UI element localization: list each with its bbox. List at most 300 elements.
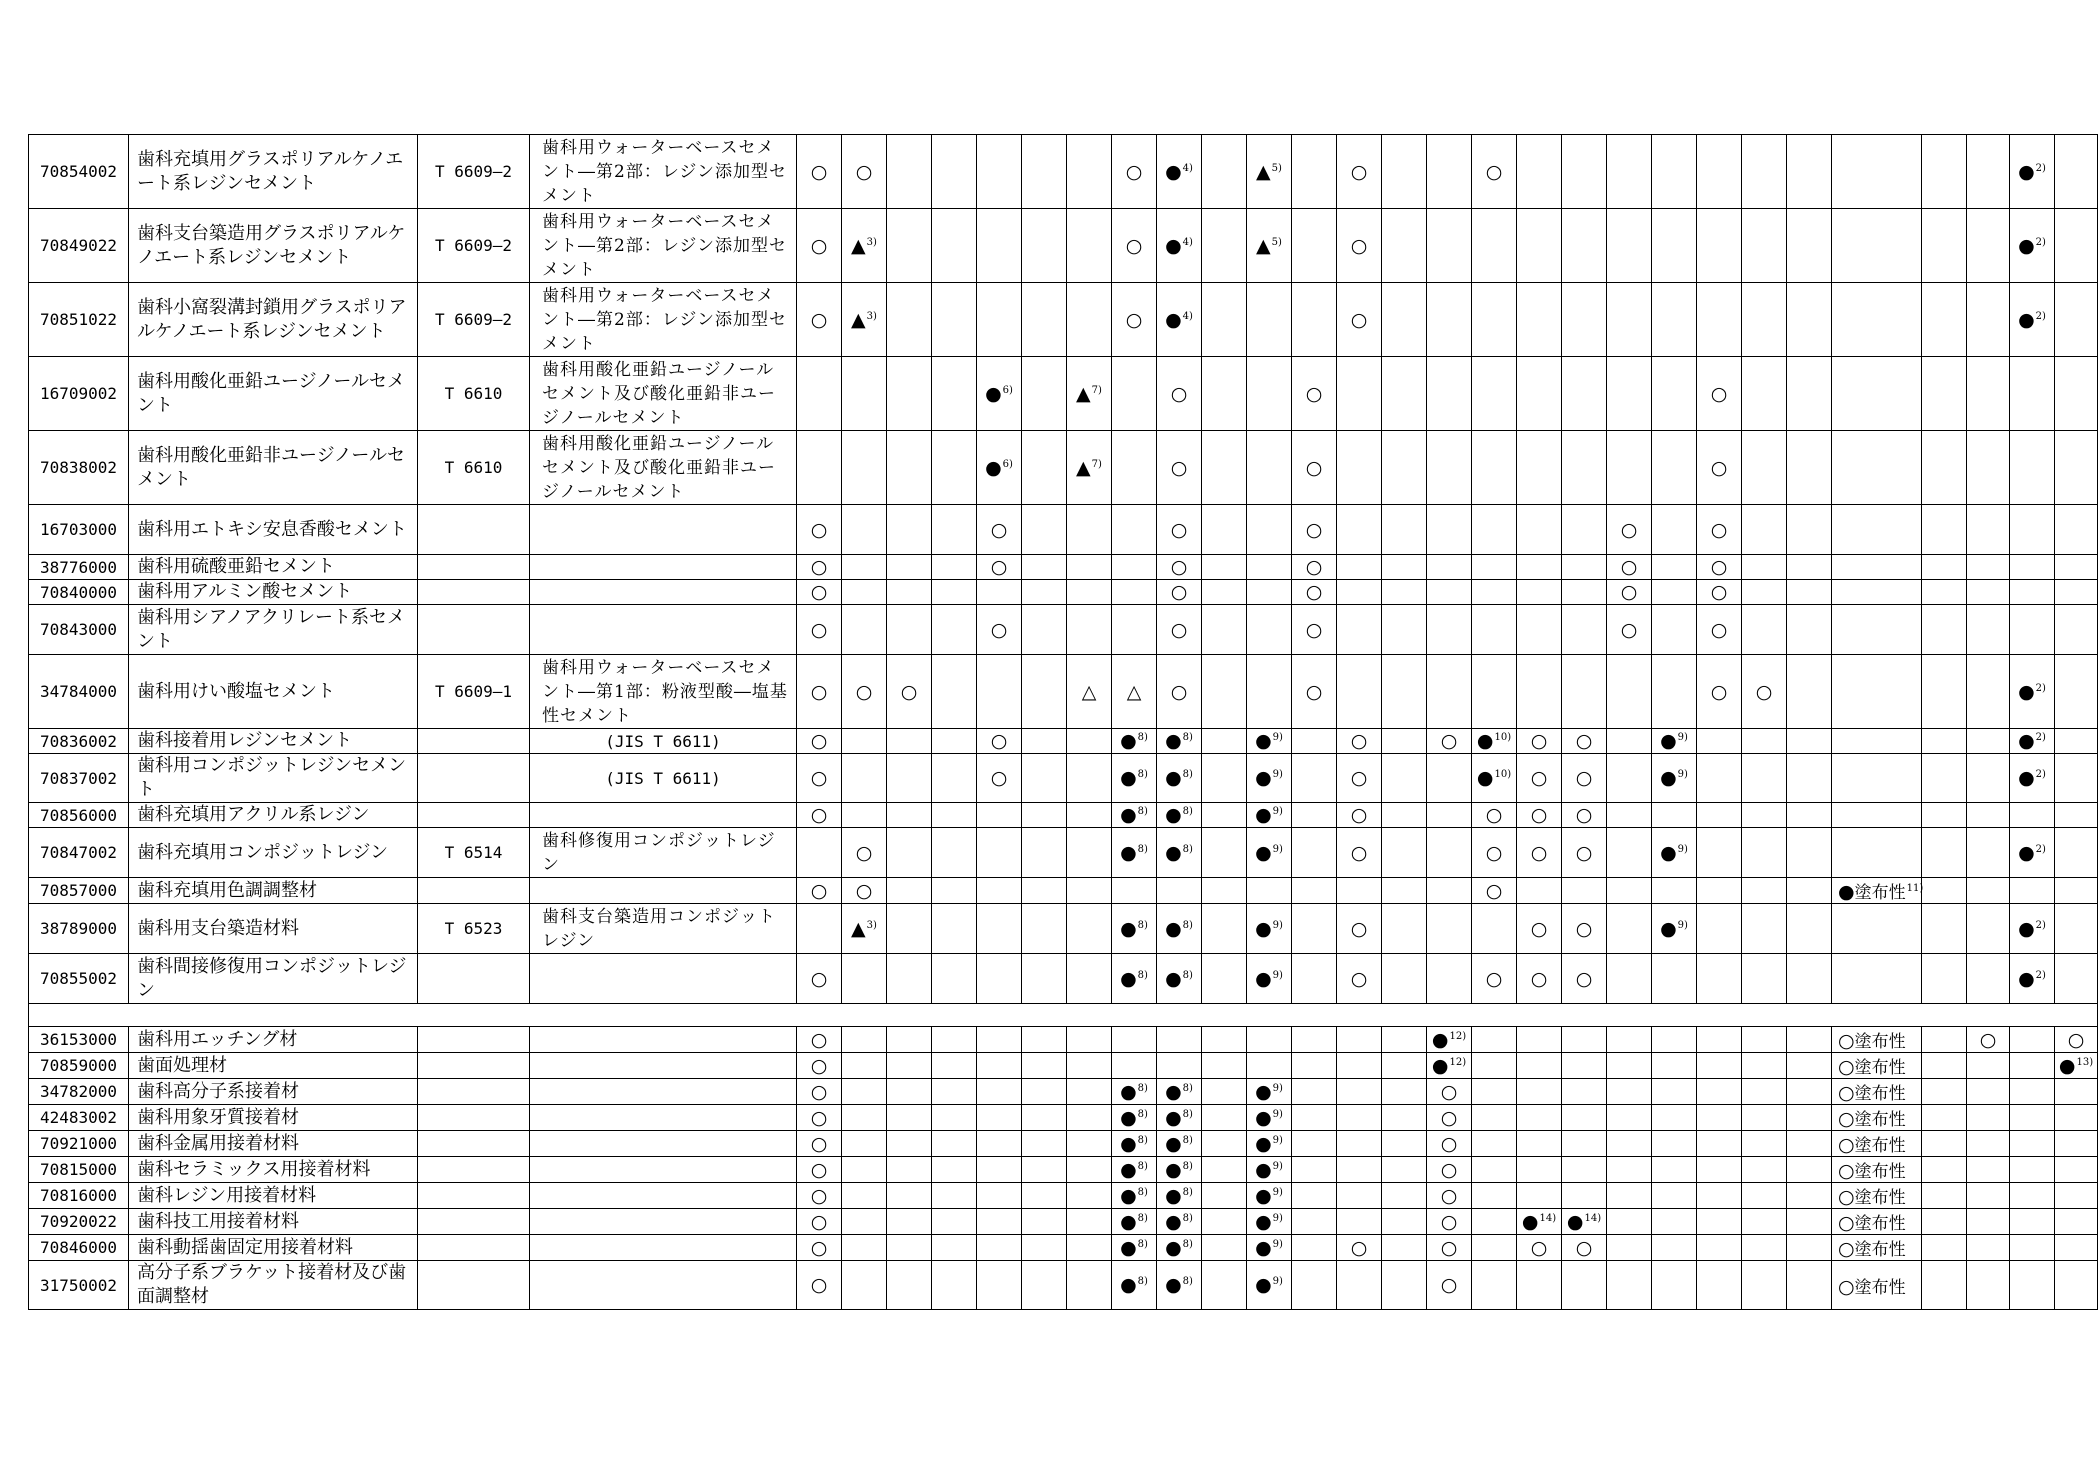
mark-cell — [977, 283, 1022, 357]
footnote-ref: 8) — [1182, 1160, 1193, 1172]
jis-number-cell — [418, 1209, 530, 1235]
mark-cell — [887, 1079, 932, 1105]
product-name-cell: 歯科用支台築造材料 — [129, 904, 418, 954]
mark-cell — [1292, 555, 1337, 580]
mark-cell — [887, 1183, 932, 1209]
mark-symbol: ● — [1476, 767, 1494, 789]
table-row — [29, 1027, 2098, 1053]
mark-cell — [1787, 580, 1832, 605]
product-code-cell: 70859000 — [29, 1053, 129, 1079]
mark-cell — [1517, 431, 1562, 505]
mark-cell — [977, 209, 1022, 283]
mark-symbol: ● — [1165, 234, 1182, 257]
mark-cell — [887, 431, 932, 505]
mark-cell — [1652, 1209, 1697, 1235]
mark-symbol: ● — [1165, 1236, 1182, 1259]
mark-cell — [1517, 1027, 1562, 1053]
mark-cell — [1652, 283, 1697, 357]
mark-cell — [932, 357, 977, 431]
footnote-ref: 8) — [1137, 1238, 1148, 1250]
mark-cell — [1112, 431, 1157, 505]
footnote-ref: 9) — [1272, 806, 1283, 817]
mark-cell — [1697, 283, 1742, 357]
mark-cell — [1382, 1079, 1427, 1105]
mark-cell — [1697, 754, 1742, 803]
mark-cell — [1382, 803, 1427, 828]
mark-cell — [1832, 357, 1922, 431]
mark-cell — [977, 954, 1022, 1004]
mark-cell — [1832, 1079, 1922, 1105]
mark-cell — [1202, 878, 1247, 904]
jis-number-cell — [418, 1235, 530, 1261]
mark-symbol: ● — [1566, 1210, 1584, 1233]
jis-number-cell — [418, 1079, 530, 1105]
mark-cell — [1922, 605, 1967, 655]
mark-symbol: ● — [2018, 967, 2035, 990]
mark-cell — [1247, 1157, 1292, 1183]
mark-cell — [1472, 209, 1517, 283]
mark-cell — [1832, 1261, 1922, 1310]
mark-symbol: ▲ — [1076, 382, 1091, 405]
mark-cell — [1517, 555, 1562, 580]
mark-symbol: ○ — [1710, 456, 1728, 479]
mark-cell — [1337, 1157, 1382, 1183]
mark-cell — [2010, 954, 2055, 1004]
mark-cell — [1832, 878, 1922, 904]
mark-cell — [932, 605, 977, 655]
mark-symbol: ○ — [810, 767, 828, 789]
mark-cell — [1562, 954, 1607, 1004]
product-name-cell: 歯科用酸化亜鉛ユージノールセメント — [129, 357, 418, 431]
mark-cell — [1697, 1131, 1742, 1157]
mark-cell — [1427, 1079, 1472, 1105]
footnote-ref: 8) — [1182, 843, 1193, 855]
mark-cell — [1607, 904, 1652, 954]
spacer-cell — [29, 1004, 2098, 1027]
mark-cell — [1607, 580, 1652, 605]
mark-cell — [1112, 878, 1157, 904]
mark-cell — [1382, 1209, 1427, 1235]
footnote-ref: 3) — [866, 236, 877, 248]
mark-cell — [977, 431, 1022, 505]
mark-cell — [977, 1027, 1022, 1053]
standard-title-cell: (JIS T 6611) — [530, 754, 797, 803]
table-row — [29, 954, 2098, 1004]
mark-cell — [1337, 1261, 1382, 1310]
mark-cell — [1832, 1105, 1922, 1131]
mark-cell — [2010, 1105, 2055, 1131]
mark-cell — [1112, 754, 1157, 803]
mark-symbol: ○ — [1485, 967, 1503, 990]
mark-symbol: ○ — [1838, 1212, 1855, 1234]
mark-cell — [1022, 1079, 1067, 1105]
mark-cell — [1337, 904, 1382, 954]
mark-symbol: ● — [1165, 1158, 1182, 1181]
mark-cell — [1652, 505, 1697, 555]
mark-cell — [1292, 655, 1337, 729]
mark-cell — [1922, 754, 1967, 803]
mark-cell — [1337, 1235, 1382, 1261]
mark-cell — [1967, 904, 2010, 954]
mark-cell — [1607, 283, 1652, 357]
mark-cell — [1967, 555, 2010, 580]
mark-cell — [1157, 1183, 1202, 1209]
mark-cell — [797, 1183, 842, 1209]
mark-cell — [1157, 655, 1202, 729]
mark-cell — [797, 1157, 842, 1183]
mark-cell — [1247, 655, 1292, 729]
mark-cell — [2055, 904, 2098, 954]
mark-symbol: ○ — [810, 1080, 828, 1103]
mark-cell — [977, 580, 1022, 605]
standard-title-cell — [530, 580, 797, 605]
mark-cell — [1292, 505, 1337, 555]
mark-cell — [1922, 431, 1967, 505]
mark-cell — [1337, 1131, 1382, 1157]
mark-cell — [1067, 1209, 1112, 1235]
mark-cell — [1202, 828, 1247, 878]
mark-cell — [842, 209, 887, 283]
jis-number-cell — [418, 580, 530, 605]
mark-cell — [1517, 1105, 1562, 1131]
mark-symbol: ● — [1431, 1028, 1449, 1051]
mark-cell — [1202, 605, 1247, 655]
mark-cell — [1157, 1131, 1202, 1157]
mark-cell — [1832, 729, 1922, 754]
mark-symbol: ○ — [1620, 518, 1638, 541]
mark-cell — [2010, 1053, 2055, 1079]
mark-symbol: ○ — [1620, 556, 1638, 578]
mark-symbol: ○ — [1710, 618, 1728, 641]
table-row — [29, 283, 2098, 357]
standard-title-cell — [530, 803, 797, 828]
mark-cell — [1562, 135, 1607, 209]
mark-cell — [2010, 283, 2055, 357]
mark-symbol: ○ — [855, 841, 873, 864]
mark-cell — [887, 505, 932, 555]
mark-cell — [1067, 655, 1112, 729]
mark-cell — [2055, 1261, 2098, 1310]
mark-cell — [1787, 283, 1832, 357]
table-row — [29, 580, 2098, 605]
mark-symbol: ○ — [810, 1054, 828, 1077]
mark-cell — [1607, 1105, 1652, 1131]
mark-symbol: ○ — [1838, 1275, 1855, 1298]
mark-cell — [2010, 828, 2055, 878]
mark-cell — [1157, 505, 1202, 555]
mark-cell — [1652, 904, 1697, 954]
mark-cell — [1202, 1235, 1247, 1261]
mark-cell — [1022, 1027, 1067, 1053]
mark-cell — [1247, 1027, 1292, 1053]
product-code-cell: 38789000 — [29, 904, 129, 954]
mark-symbol: ○ — [1710, 382, 1728, 405]
mark-cell — [2055, 1209, 2098, 1235]
mark-cell — [1067, 209, 1112, 283]
mark-symbol: ● — [1120, 1274, 1137, 1296]
mark-cell — [1697, 605, 1742, 655]
product-code-cell: 36153000 — [29, 1027, 129, 1053]
mark-cell — [1607, 954, 1652, 1004]
mark-cell — [1202, 357, 1247, 431]
mark-symbol: ● — [2018, 841, 2035, 864]
mark-cell — [1787, 655, 1832, 729]
standard-title-cell — [530, 878, 797, 904]
mark-cell — [932, 555, 977, 580]
mark-cell — [1292, 828, 1337, 878]
product-code-cell: 70921000 — [29, 1131, 129, 1157]
mark-cell — [1247, 1235, 1292, 1261]
mark-symbol: ● — [1255, 1274, 1272, 1296]
mark-cell — [1292, 878, 1337, 904]
mark-cell — [1562, 754, 1607, 803]
mark-cell — [1517, 283, 1562, 357]
mark-cell — [2055, 1131, 2098, 1157]
table-row — [29, 1261, 2098, 1310]
mark-cell — [1967, 1209, 2010, 1235]
standard-title-cell — [530, 1027, 797, 1053]
mark-cell — [797, 1261, 842, 1310]
mark-symbol: ○ — [1838, 1160, 1855, 1182]
mark-cell — [1427, 1183, 1472, 1209]
footnote-ref: 6) — [1002, 384, 1013, 396]
mark-cell — [1292, 1209, 1337, 1235]
mark-symbol: ○ — [810, 1028, 828, 1051]
mark-cell — [1022, 283, 1067, 357]
product-name-cell: 歯科充填用色調調整材 — [129, 878, 418, 904]
mark-cell — [932, 729, 977, 754]
mark-symbol: ○ — [1440, 1274, 1458, 1296]
mark-cell — [1067, 357, 1112, 431]
mark-symbol: ● — [2018, 917, 2035, 940]
mark-cell — [1967, 1105, 2010, 1131]
mark-symbol: ● — [2018, 234, 2035, 257]
mark-cell — [1517, 954, 1562, 1004]
mark-cell — [1157, 1209, 1202, 1235]
mark-cell — [1202, 1183, 1247, 1209]
mark-symbol: ○ — [1170, 518, 1188, 541]
mark-cell — [977, 1105, 1022, 1131]
mark-cell — [1022, 1157, 1067, 1183]
mark-cell — [1472, 954, 1517, 1004]
product-name-cell: 歯科用エトキシ安息香酸セメント — [129, 505, 418, 555]
mark-cell — [1112, 505, 1157, 555]
mark-symbol: ● — [1120, 730, 1137, 752]
mark-note-text: 塗布性 — [1854, 1084, 1906, 1104]
mark-cell — [1787, 878, 1832, 904]
mark-cell — [1562, 1183, 1607, 1209]
mark-symbol: ▲ — [851, 234, 866, 257]
mark-symbol: ○ — [1979, 1028, 1997, 1051]
mark-cell — [1292, 904, 1337, 954]
mark-cell — [1652, 431, 1697, 505]
mark-cell — [1697, 1209, 1742, 1235]
mark-symbol: ○ — [855, 680, 873, 703]
mark-cell — [977, 1131, 1022, 1157]
mark-cell — [1067, 555, 1112, 580]
mark-cell — [1292, 1157, 1337, 1183]
mark-symbol: ○ — [1440, 1158, 1458, 1181]
mark-cell — [1382, 580, 1427, 605]
mark-symbol: ○ — [1620, 618, 1638, 641]
mark-cell — [1472, 431, 1517, 505]
mark-cell — [1832, 954, 1922, 1004]
mark-symbol: ○ — [810, 967, 828, 990]
mark-cell — [2055, 357, 2098, 431]
mark-cell — [1157, 580, 1202, 605]
mark-symbol: ● — [1165, 1106, 1182, 1129]
mark-cell — [2010, 357, 2055, 431]
mark-cell — [1292, 431, 1337, 505]
mark-cell — [1517, 209, 1562, 283]
mark-cell — [932, 1235, 977, 1261]
mark-cell — [1112, 283, 1157, 357]
mark-cell — [2010, 1079, 2055, 1105]
jis-number-cell: T 6523 — [418, 904, 530, 954]
mark-cell — [1157, 135, 1202, 209]
standard-title-cell: 歯科用酸化亜鉛ユージノールセメント及び酸化亜鉛非ユージノールセメント — [530, 357, 797, 431]
mark-cell — [1787, 209, 1832, 283]
mark-cell — [1832, 1209, 1922, 1235]
mark-cell — [842, 1105, 887, 1131]
footnote-ref: 10) — [1494, 769, 1512, 780]
mark-cell — [1562, 828, 1607, 878]
mark-cell — [797, 580, 842, 605]
product-name-cell: 歯科用エッチング材 — [129, 1027, 418, 1053]
mark-symbol: ○ — [810, 1132, 828, 1155]
mark-cell — [1742, 1053, 1787, 1079]
mark-cell — [1517, 1183, 1562, 1209]
mark-cell — [1202, 904, 1247, 954]
mark-cell — [797, 754, 842, 803]
mark-cell — [1517, 1157, 1562, 1183]
mark-cell — [1787, 135, 1832, 209]
mark-symbol: ○ — [810, 680, 828, 703]
mark-cell — [1832, 1053, 1922, 1079]
section-spacer-row — [29, 1004, 2098, 1027]
footnote-ref: 11) — [1906, 883, 1924, 894]
mark-cell — [1742, 1131, 1787, 1157]
mark-cell — [932, 878, 977, 904]
product-code-cell: 70857000 — [29, 878, 129, 904]
mark-symbol: ○ — [810, 581, 828, 603]
mark-symbol: ○ — [1575, 967, 1593, 990]
mark-cell — [932, 1261, 977, 1310]
mark-symbol: ○ — [1170, 556, 1188, 578]
mark-cell — [1787, 1027, 1832, 1053]
mark-cell — [1607, 1261, 1652, 1310]
mark-symbol: ● — [1255, 804, 1272, 826]
footnote-ref: 2) — [2035, 682, 2046, 694]
mark-cell — [1472, 828, 1517, 878]
table-row — [29, 1183, 2098, 1209]
mark-cell — [1202, 1105, 1247, 1131]
mark-cell — [1967, 803, 2010, 828]
mark-cell — [1382, 904, 1427, 954]
mark-cell — [842, 1053, 887, 1079]
mark-cell — [1832, 655, 1922, 729]
mark-symbol: ○ — [1485, 841, 1503, 864]
mark-cell — [1022, 1131, 1067, 1157]
mark-cell — [2055, 283, 2098, 357]
mark-symbol: ○ — [1575, 767, 1593, 789]
mark-cell — [887, 555, 932, 580]
mark-cell — [1607, 1027, 1652, 1053]
mark-symbol: ○ — [1575, 804, 1593, 826]
mark-cell — [1922, 1131, 1967, 1157]
mark-cell — [1517, 1235, 1562, 1261]
mark-cell — [842, 135, 887, 209]
table-row — [29, 1209, 2098, 1235]
mark-symbol: ○ — [1838, 1082, 1855, 1104]
mark-cell — [842, 754, 887, 803]
mark-cell — [1067, 1261, 1112, 1310]
mark-cell — [1022, 729, 1067, 754]
product-code-cell: 70856000 — [29, 803, 129, 828]
table-row — [29, 209, 2098, 283]
mark-cell — [1697, 1079, 1742, 1105]
mark-cell — [887, 904, 932, 954]
mark-cell — [1607, 1053, 1652, 1079]
mark-cell — [842, 605, 887, 655]
table-row — [29, 878, 2098, 904]
mark-cell — [932, 655, 977, 729]
mark-cell — [1292, 1261, 1337, 1310]
mark-cell — [1022, 1209, 1067, 1235]
mark-cell — [1832, 1027, 1922, 1053]
mark-cell — [1787, 1209, 1832, 1235]
mark-cell — [1337, 135, 1382, 209]
product-code-cell: 70855002 — [29, 954, 129, 1004]
mark-symbol: ○ — [2067, 1028, 2085, 1051]
mark-cell — [1337, 1209, 1382, 1235]
mark-cell — [1517, 357, 1562, 431]
mark-cell — [1157, 954, 1202, 1004]
mark-cell — [1067, 828, 1112, 878]
mark-cell — [1922, 1183, 1967, 1209]
mark-cell — [1832, 1157, 1922, 1183]
mark-cell — [1742, 878, 1787, 904]
mark-cell — [1517, 655, 1562, 729]
mark-cell — [1112, 1027, 1157, 1053]
jis-number-cell: T 6609―2 — [418, 209, 530, 283]
mark-cell — [1607, 505, 1652, 555]
mark-cell — [1157, 828, 1202, 878]
mark-cell — [1562, 283, 1607, 357]
mark-cell — [887, 954, 932, 1004]
mark-symbol: ● — [1255, 1210, 1272, 1233]
mark-symbol: ● — [1255, 1236, 1272, 1259]
standard-title-cell: (JIS T 6611) — [530, 729, 797, 754]
jis-number-cell — [418, 729, 530, 754]
mark-cell — [1472, 1105, 1517, 1131]
product-name-cell: 歯科レジン用接着材料 — [129, 1183, 418, 1209]
mark-cell — [887, 1157, 932, 1183]
mark-cell — [1742, 954, 1787, 1004]
mark-cell — [1472, 555, 1517, 580]
mark-symbol: ● — [1255, 967, 1272, 990]
mark-cell — [1787, 357, 1832, 431]
mark-cell — [2055, 729, 2098, 754]
mark-cell — [1022, 803, 1067, 828]
mark-cell — [1652, 954, 1697, 1004]
mark-cell — [1922, 555, 1967, 580]
mark-cell — [1922, 655, 1967, 729]
mark-cell — [932, 828, 977, 878]
mark-cell — [1022, 605, 1067, 655]
mark-cell — [977, 828, 1022, 878]
mark-cell — [1652, 357, 1697, 431]
